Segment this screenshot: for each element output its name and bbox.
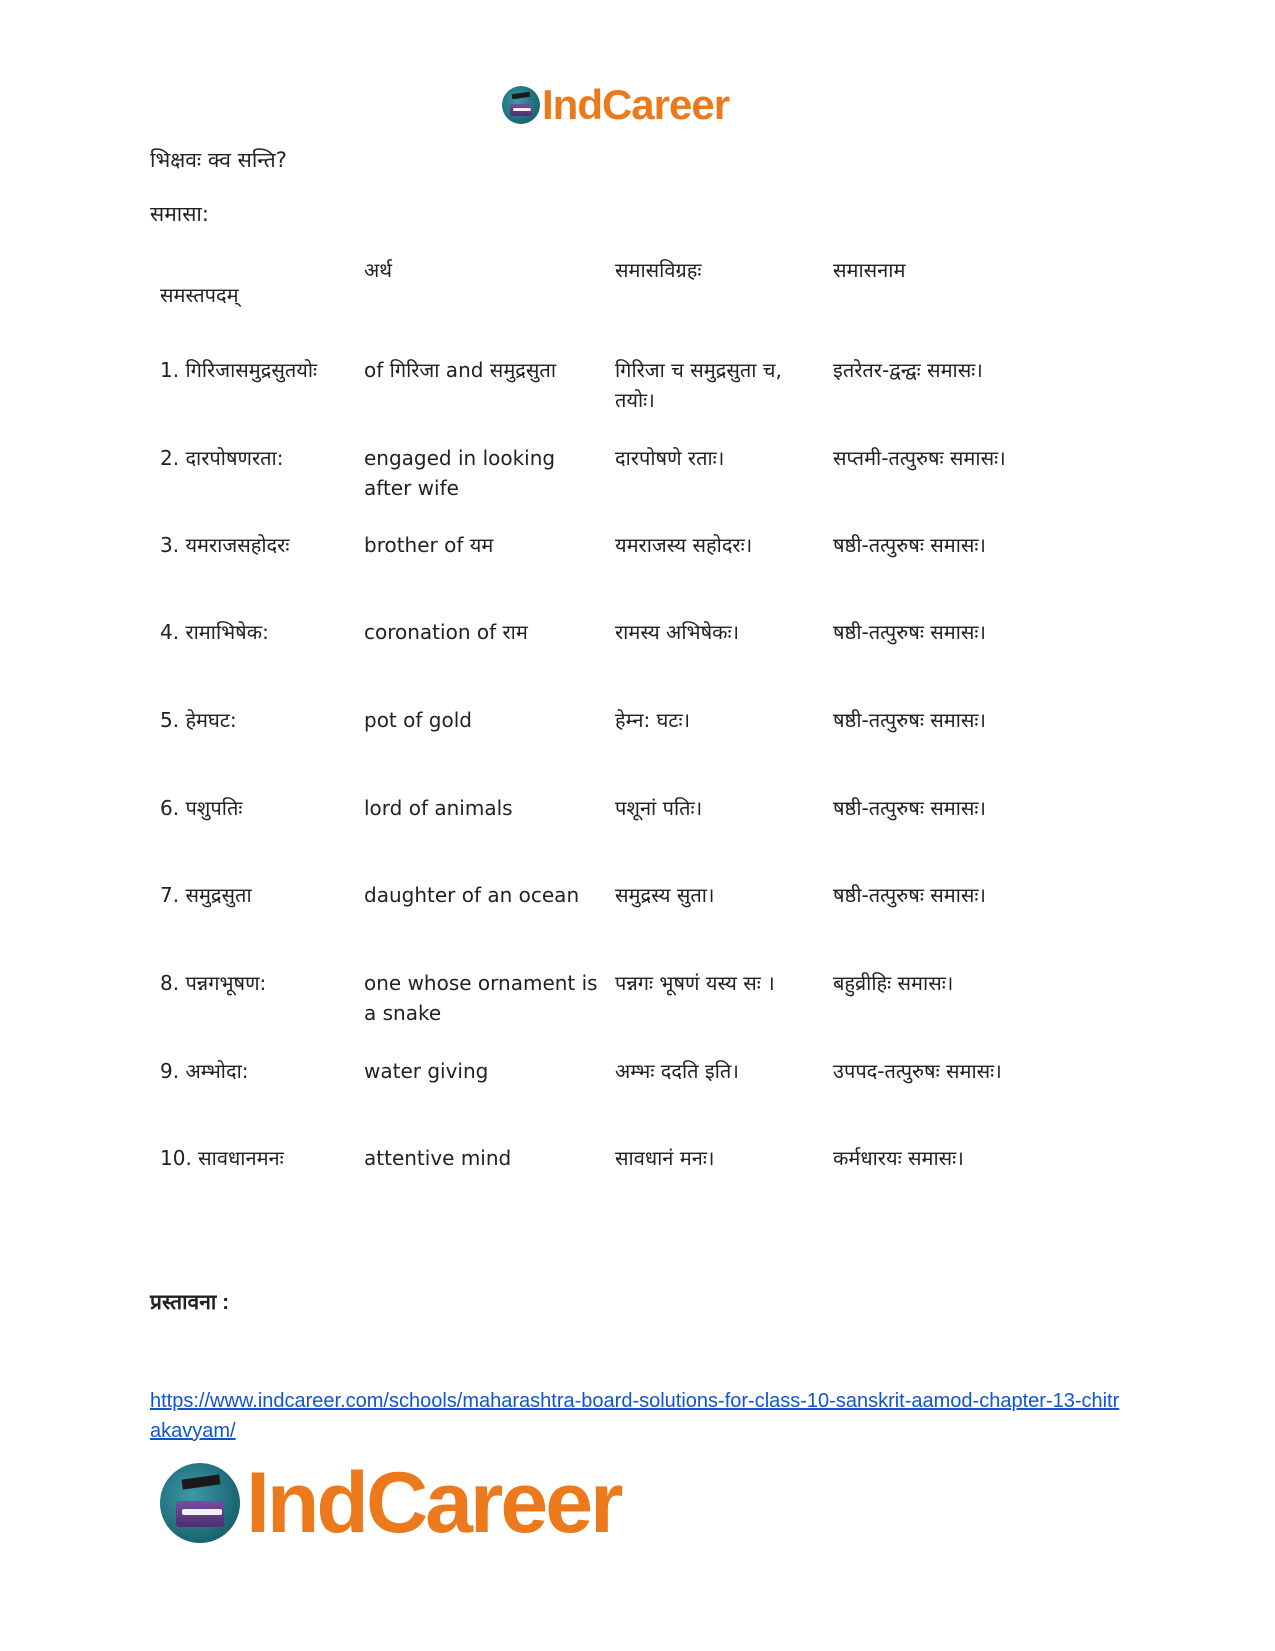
footer-logo bbox=[160, 1455, 700, 1551]
table-cell: one whose ornament is a snake bbox=[364, 971, 598, 1025]
table-cell: coronation of राम bbox=[364, 620, 528, 644]
table-cell: पन्नगः भूषणं यस्य सः । bbox=[615, 971, 775, 995]
table-cell: दारपोषणे रताः। bbox=[615, 446, 725, 470]
table-row bbox=[150, 1143, 1030, 1223]
source-link[interactable]: https://www.indcareer.com/schools/maharashtra-board-solutions-for-class-10-sanskrit-aamod-chapter-13-chitrakavyam/ bbox=[150, 1390, 1120, 1442]
graduation-cap-books-icon bbox=[502, 86, 540, 124]
table-cell: रामस्य अभिषेकः। bbox=[615, 620, 740, 644]
table-cell: षष्ठी-तत्पुरुषः समासः। bbox=[833, 533, 987, 557]
table-cell: 6. पशुपतिः bbox=[160, 796, 243, 820]
table-cell: 9. अम्भोदा: bbox=[160, 1059, 249, 1083]
table-cell: गिरिजा च समुद्रसुता च, तयोः। bbox=[615, 358, 782, 412]
section-title: समासा: bbox=[150, 202, 209, 226]
table-cell: उपपद-तत्पुरुषः समासः। bbox=[833, 1059, 1002, 1083]
header-logo bbox=[502, 80, 772, 130]
table-cell: of गिरिजा and समुद्रसुता bbox=[364, 358, 556, 382]
table-row bbox=[150, 705, 1030, 785]
table-cell: 7. समुद्रसुता bbox=[160, 883, 252, 907]
table-cell: षष्ठी-तत्पुरुषः समासः। bbox=[833, 708, 987, 732]
table-cell: attentive mind bbox=[364, 1146, 512, 1170]
table-row bbox=[150, 1056, 1030, 1136]
table-cell: षष्ठी-तत्पुरुषः समासः। bbox=[833, 796, 987, 820]
header-logo-text: IndCareer bbox=[542, 81, 730, 128]
table-row bbox=[150, 968, 1030, 1048]
table-cell: 3. यमराजसहोदरः bbox=[160, 533, 290, 557]
question-text: भिक्षवः क्व सन्ति? bbox=[150, 148, 287, 172]
intro-label: प्रस्तावना : bbox=[150, 1291, 230, 1314]
table-row bbox=[150, 617, 1030, 697]
table-cell: 8. पन्नगभूषण: bbox=[160, 971, 267, 995]
table-cell: बहुव्रीहिः समासः। bbox=[833, 971, 954, 995]
table-row bbox=[150, 530, 1030, 610]
table-cell: pot of gold bbox=[364, 708, 472, 732]
header-artha: अर्थ bbox=[364, 258, 393, 282]
table-row bbox=[150, 880, 1030, 960]
table-cell: यमराजस्य सहोदरः। bbox=[615, 533, 753, 557]
graduation-cap-books-icon bbox=[160, 1463, 240, 1543]
table-cell: सावधानं मनः। bbox=[615, 1146, 715, 1170]
table-row bbox=[150, 355, 1030, 435]
footer-logo-text: IndCareer bbox=[246, 1455, 621, 1551]
table-cell: lord of animals bbox=[364, 796, 513, 820]
header-samastapadam: समस्तपदम् bbox=[160, 283, 239, 307]
table-cell: 2. दारपोषणरता: bbox=[160, 446, 284, 470]
table-cell: इतरेतर-द्वन्द्वः समासः। bbox=[833, 358, 983, 382]
table-cell: daughter of an ocean bbox=[364, 883, 580, 907]
table-cell: 10. सावधानमनः bbox=[160, 1146, 284, 1170]
table-row bbox=[150, 443, 1030, 523]
table-row bbox=[150, 793, 1030, 873]
table-cell: सप्तमी-तत्पुरुषः समासः। bbox=[833, 446, 1006, 470]
table-header-row bbox=[150, 250, 1030, 330]
table-cell: समुद्रस्य सुता। bbox=[615, 883, 715, 907]
table-cell: 1. गिरिजासमुद्रसुतयोः bbox=[160, 358, 318, 382]
table-cell: हेम्न: घटः। bbox=[615, 708, 691, 732]
table-cell: अम्भः ददति इति। bbox=[615, 1059, 739, 1083]
table-cell: कर्मधारयः समासः। bbox=[833, 1146, 964, 1170]
table-cell: brother of यम bbox=[364, 533, 494, 557]
table-cell: पशूनां पतिः। bbox=[615, 796, 703, 820]
header-samasanama: समासनाम bbox=[833, 258, 906, 282]
table-cell: water giving bbox=[364, 1059, 489, 1083]
table-cell: षष्ठी-तत्पुरुषः समासः। bbox=[833, 883, 987, 907]
table-cell: engaged in looking after wife bbox=[364, 446, 556, 500]
table-cell: 4. रामाभिषेक: bbox=[160, 620, 269, 644]
header-vigraha: समासविग्रहः bbox=[615, 258, 702, 282]
table-cell: 5. हेमघट: bbox=[160, 708, 237, 732]
table-cell: षष्ठी-तत्पुरुषः समासः। bbox=[833, 620, 987, 644]
